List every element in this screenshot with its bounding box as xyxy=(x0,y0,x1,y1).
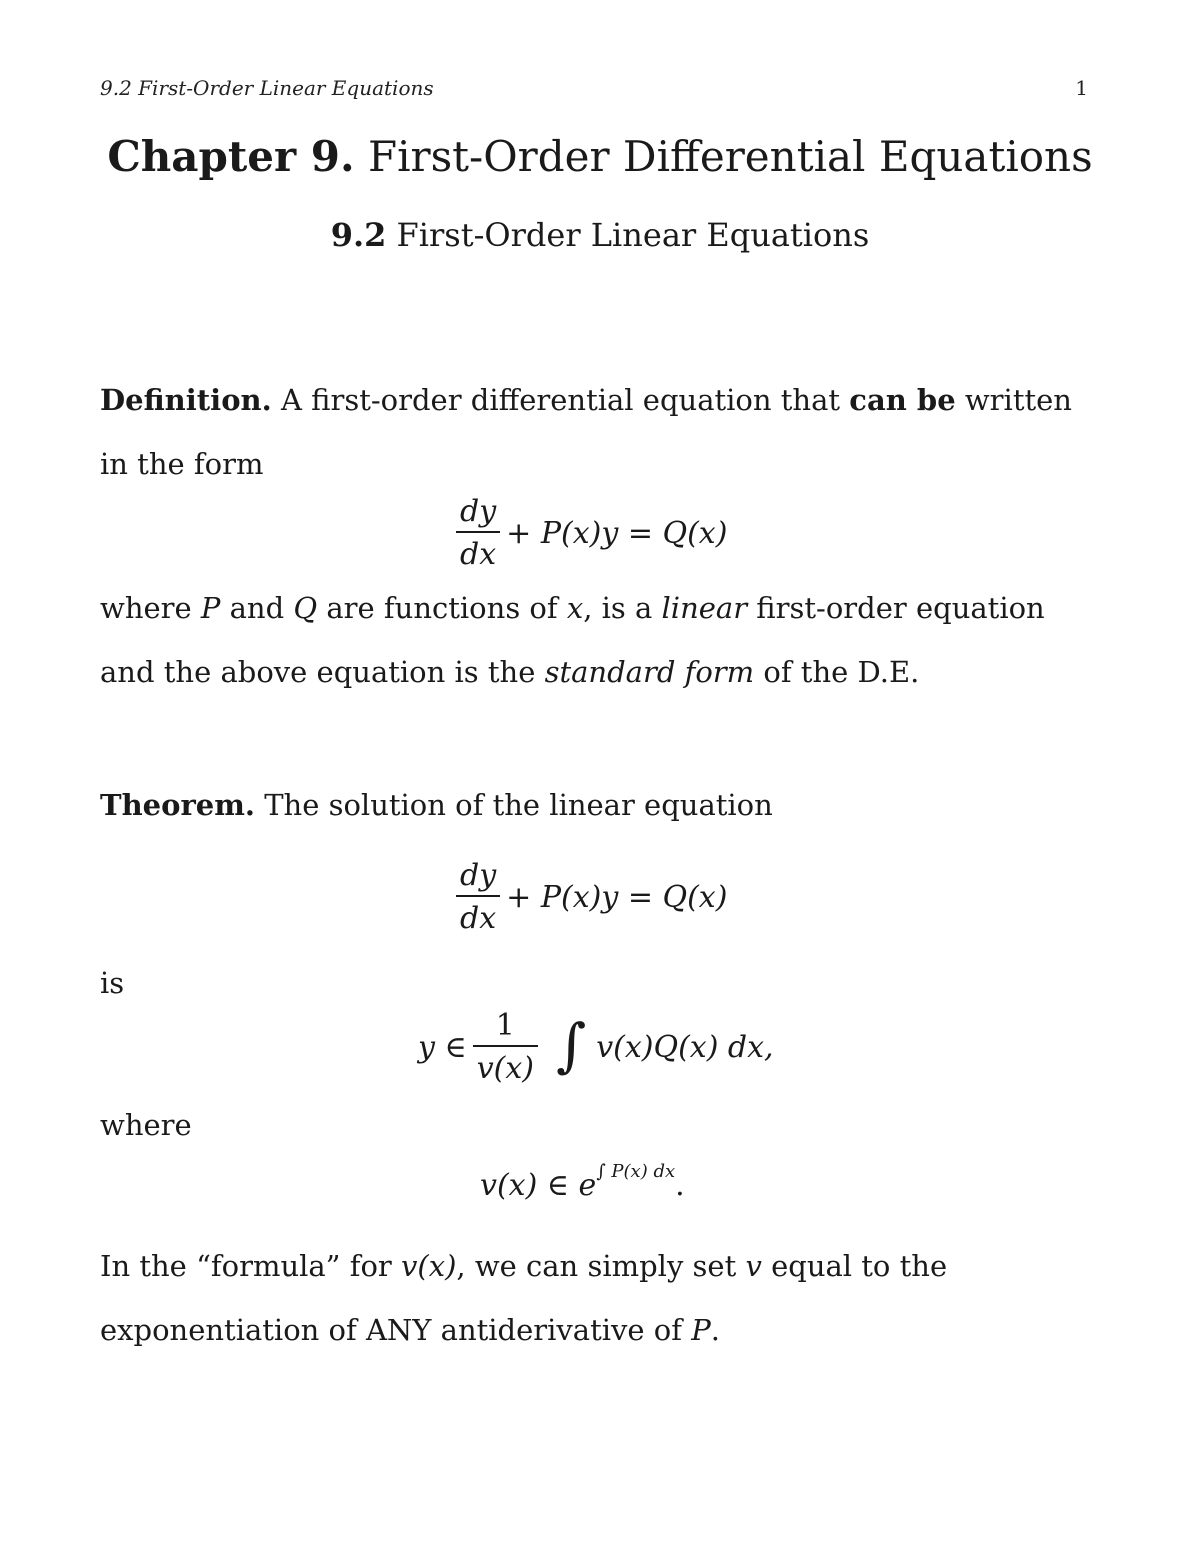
definition-paragraph xyxy=(100,368,1090,496)
integrand: v(x)Q(x) dx, xyxy=(596,1029,774,1065)
text: In the “formula” for xyxy=(100,1249,392,1283)
standard-form-equation xyxy=(450,494,727,572)
section-title xyxy=(0,216,1200,254)
math-var: Q xyxy=(293,591,318,625)
fraction-numerator: dy xyxy=(460,858,497,893)
definition-text-2: written in the form xyxy=(100,383,1072,481)
italic-term: standard form xyxy=(544,655,755,689)
fraction-denominator: dx xyxy=(456,531,500,572)
text: and xyxy=(229,591,285,625)
theorem-note xyxy=(100,1234,1090,1362)
text: of the D.E. xyxy=(763,655,920,689)
solution-lhs: y ∈ xyxy=(418,1029,467,1065)
v-def-exponent: ∫ P(x) dx xyxy=(596,1161,676,1182)
math-var: P xyxy=(691,1313,711,1347)
integral-sign: ∫ xyxy=(555,1011,587,1079)
theorem-text: The solution of the linear equation xyxy=(264,788,773,822)
is-label: is xyxy=(100,966,125,1000)
linear-equation xyxy=(450,858,727,936)
definition-explanation xyxy=(100,576,1090,704)
v-def-end: . xyxy=(675,1168,685,1203)
italic-term: linear xyxy=(661,591,748,625)
solution-equation xyxy=(418,1008,774,1086)
derivative-fraction xyxy=(456,858,500,936)
theorem-statement xyxy=(100,788,773,822)
solution-fraction xyxy=(473,1008,538,1086)
page-number: 1 xyxy=(1075,76,1088,100)
math-var: v xyxy=(745,1249,762,1283)
definition-text: A first-order differential equation that xyxy=(280,383,841,417)
fraction-numerator: dy xyxy=(460,494,497,529)
v-def-lhs: v(x) ∈ e xyxy=(480,1168,597,1203)
chapter-title xyxy=(0,132,1200,181)
equation-rest: + P(x)y = Q(x) xyxy=(506,879,728,915)
math-var: v(x) xyxy=(401,1249,457,1283)
chapter-label: Chapter 9. xyxy=(107,132,355,181)
text: . xyxy=(710,1313,720,1347)
where-label: where xyxy=(100,1108,192,1142)
fraction-numerator: 1 xyxy=(495,1008,515,1043)
integrating-factor-definition xyxy=(480,1161,685,1203)
text: are functions of xyxy=(326,591,558,625)
text: , is a xyxy=(583,591,653,625)
definition-emphasis: can be xyxy=(849,383,956,417)
section-number: 9.2 xyxy=(330,216,387,254)
text: , we can simply set xyxy=(456,1249,737,1283)
text: where xyxy=(100,591,192,625)
theorem-label: Theorem. xyxy=(100,788,255,822)
chapter-name: First-Order Differential Equations xyxy=(367,132,1093,181)
text: first-order equation and the above equation is the xyxy=(100,591,1045,689)
definition-label: Definition. xyxy=(100,383,272,417)
derivative-fraction xyxy=(456,494,500,572)
fraction-denominator: dx xyxy=(456,895,500,936)
text: equal to the exponentiation of ANY antiderivative of xyxy=(100,1249,948,1347)
fraction-denominator: v(x) xyxy=(473,1045,538,1086)
section-name: First-Order Linear Equations xyxy=(396,216,870,254)
running-head: 9.2 First-Order Linear Equations xyxy=(100,76,434,100)
math-var: x xyxy=(566,591,584,625)
math-var: P xyxy=(200,591,221,625)
equation-rest: + P(x)y = Q(x) xyxy=(506,515,728,551)
